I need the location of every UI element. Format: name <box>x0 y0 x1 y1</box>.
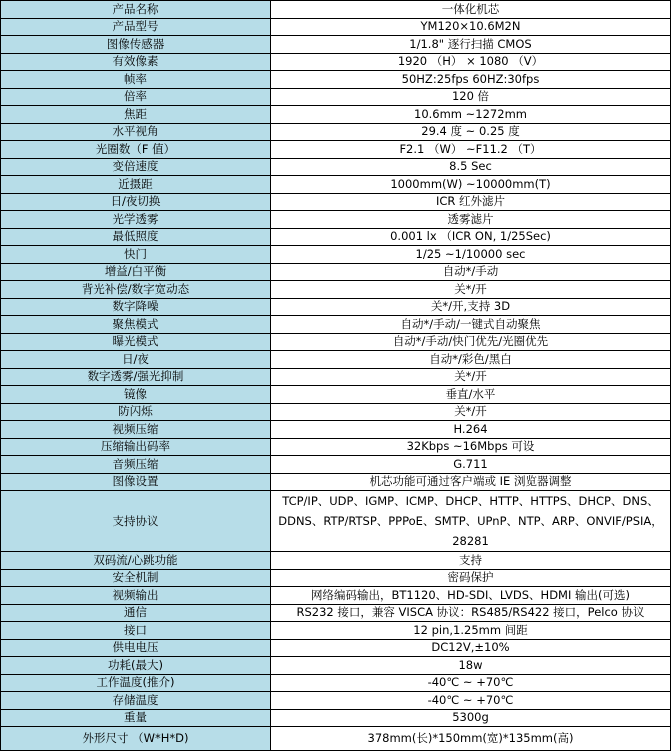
spec-value: 自动*/手动 <box>271 263 671 281</box>
spec-row <box>1 587 671 605</box>
spec-label: 焦距 <box>1 106 271 124</box>
spec-row <box>1 657 671 675</box>
spec-row <box>1 246 671 264</box>
spec-label: 图像传感器 <box>1 36 271 54</box>
spec-row <box>1 176 671 194</box>
spec-value: ICR 红外滤片 <box>271 193 671 211</box>
spec-label: 接口 <box>1 622 271 640</box>
spec-value: RS232 接口，兼容 VISCA 协议：RS485/RS422 接口，Pelco 协议 <box>271 604 671 622</box>
spec-row <box>1 622 671 640</box>
spec-row <box>1 386 671 404</box>
spec-row <box>1 727 671 751</box>
spec-row <box>1 403 671 421</box>
spec-label: 有效像素 <box>1 53 271 71</box>
spec-label: 通信 <box>1 604 271 622</box>
spec-label: 支持协议 <box>1 491 271 552</box>
spec-value: 29.4 度 ~ 0.25 度 <box>271 123 671 141</box>
spec-label: 倍率 <box>1 88 271 106</box>
spec-label: 镜像 <box>1 386 271 404</box>
spec-value: DC12V,±10% <box>271 639 671 657</box>
spec-label: 工作温度(推介) <box>1 674 271 692</box>
spec-row <box>1 1 671 19</box>
spec-row <box>1 333 671 351</box>
spec-row <box>1 491 671 552</box>
spec-label: 存储温度 <box>1 692 271 710</box>
spec-value: 支持 <box>271 552 671 570</box>
spec-label: 最低照度 <box>1 228 271 246</box>
spec-row <box>1 281 671 299</box>
spec-label: 帧率 <box>1 71 271 89</box>
spec-row <box>1 123 671 141</box>
spec-label: 图像设置 <box>1 473 271 491</box>
spec-label: 水平视角 <box>1 123 271 141</box>
spec-value: 1/1.8" 逐行扫描 CMOS <box>271 36 671 54</box>
spec-row <box>1 316 671 334</box>
spec-label: 增益/白平衡 <box>1 263 271 281</box>
spec-label: 聚焦模式 <box>1 316 271 334</box>
spec-row <box>1 368 671 386</box>
spec-row <box>1 639 671 657</box>
spec-value: 378mm(长)*150mm(宽)*135mm(高) <box>271 727 671 751</box>
spec-row <box>1 88 671 106</box>
spec-value: 8.5 Sec <box>271 158 671 176</box>
spec-value: F2.1 （W） ~F11.2 （T） <box>271 141 671 159</box>
spec-value: 自动*/手动/快门优先/光圈优先 <box>271 333 671 351</box>
spec-label: 近摄距 <box>1 176 271 194</box>
spec-value: H.264 <box>271 421 671 439</box>
spec-value: 关*/开,支持 3D <box>271 298 671 316</box>
spec-label: 视频输出 <box>1 587 271 605</box>
spec-value: 垂直/水平 <box>271 386 671 404</box>
spec-row <box>1 421 671 439</box>
spec-value: 关*/开 <box>271 281 671 299</box>
spec-row <box>1 53 671 71</box>
spec-row <box>1 211 671 229</box>
spec-label: 快门 <box>1 246 271 264</box>
spec-value: 透雾滤片 <box>271 211 671 229</box>
spec-label: 重量 <box>1 709 271 727</box>
spec-value: 1920 （H） × 1080 （V） <box>271 53 671 71</box>
spec-label: 安全机制 <box>1 569 271 587</box>
spec-value: 网络编码输出，BT1120、HD-SDI、LVDS、HDMI 输出(可选) <box>271 587 671 605</box>
spec-value: 机芯功能可通过客户端或 IE 浏览器调整 <box>271 473 671 491</box>
spec-label: 背光补偿/数字宽动态 <box>1 281 271 299</box>
spec-value: 120 倍 <box>271 88 671 106</box>
spec-row <box>1 228 671 246</box>
spec-value: 50HZ:25fps 60HZ:30fps <box>271 71 671 89</box>
spec-row <box>1 552 671 570</box>
spec-row <box>1 569 671 587</box>
spec-row <box>1 692 671 710</box>
spec-value: 一体化机芯 <box>271 1 671 19</box>
spec-row <box>1 36 671 54</box>
spec-value: TCP/IP、UDP、IGMP、ICMP、DHCP、HTTP、HTTPS、DHCP、DNS、DDNS、RTP/RTSP、PPPoE、SMTP、UPnP、NTP、ARP、ONVIF/PSIA，28281 <box>271 491 671 552</box>
spec-row <box>1 298 671 316</box>
spec-row <box>1 438 671 456</box>
spec-value: 1/25 ~1/10000 sec <box>271 246 671 264</box>
spec-value: 关*/开 <box>271 403 671 421</box>
spec-row <box>1 473 671 491</box>
spec-label: 数字降噪 <box>1 298 271 316</box>
spec-row <box>1 674 671 692</box>
spec-label: 功耗(最大) <box>1 657 271 675</box>
spec-label: 光圈数（F 值） <box>1 141 271 159</box>
spec-value: 密码保护 <box>271 569 671 587</box>
spec-row <box>1 141 671 159</box>
spec-row <box>1 456 671 474</box>
spec-label: 产品名称 <box>1 1 271 19</box>
spec-label: 视频压缩 <box>1 421 271 439</box>
spec-value: YM120×10.6M2N <box>271 18 671 36</box>
spec-value: 5300g <box>271 709 671 727</box>
spec-value: 10.6mm ~1272mm <box>271 106 671 124</box>
spec-value: 18w <box>271 657 671 675</box>
spec-label: 日/夜切换 <box>1 193 271 211</box>
spec-label: 数字透雾/强光抑制 <box>1 368 271 386</box>
spec-label: 日/夜 <box>1 351 271 369</box>
spec-row <box>1 604 671 622</box>
spec-label: 防闪烁 <box>1 403 271 421</box>
spec-value: -40℃ ~ +70℃ <box>271 674 671 692</box>
spec-label: 变倍速度 <box>1 158 271 176</box>
spec-label: 外形尺寸 （W*H*D) <box>1 727 271 751</box>
spec-row <box>1 158 671 176</box>
spec-value: 自动*/彩色/黑白 <box>271 351 671 369</box>
spec-row <box>1 18 671 36</box>
spec-label: 供电电压 <box>1 639 271 657</box>
spec-row <box>1 71 671 89</box>
spec-row <box>1 351 671 369</box>
spec-label: 光学透雾 <box>1 211 271 229</box>
spec-value: 0.001 lx （ICR ON, 1/25Sec) <box>271 228 671 246</box>
spec-row <box>1 106 671 124</box>
spec-label: 压缩输出码率 <box>1 438 271 456</box>
spec-label: 曝光模式 <box>1 333 271 351</box>
spec-row <box>1 709 671 727</box>
spec-value: G.711 <box>271 456 671 474</box>
spec-value: 自动*/手动/一键式自动聚焦 <box>271 316 671 334</box>
spec-value: 32Kbps ~16Mbps 可设 <box>271 438 671 456</box>
spec-label: 音频压缩 <box>1 456 271 474</box>
spec-value: 1000mm(W) ~10000mm(T) <box>271 176 671 194</box>
spec-table-body <box>1 1 671 751</box>
spec-label: 双码流/心跳功能 <box>1 552 271 570</box>
spec-label: 产品型号 <box>1 18 271 36</box>
spec-value: -40℃ ~ +70℃ <box>271 692 671 710</box>
spec-value: 12 pin,1.25mm 间距 <box>271 622 671 640</box>
spec-value: 关*/开 <box>271 368 671 386</box>
spec-row <box>1 193 671 211</box>
spec-row <box>1 263 671 281</box>
